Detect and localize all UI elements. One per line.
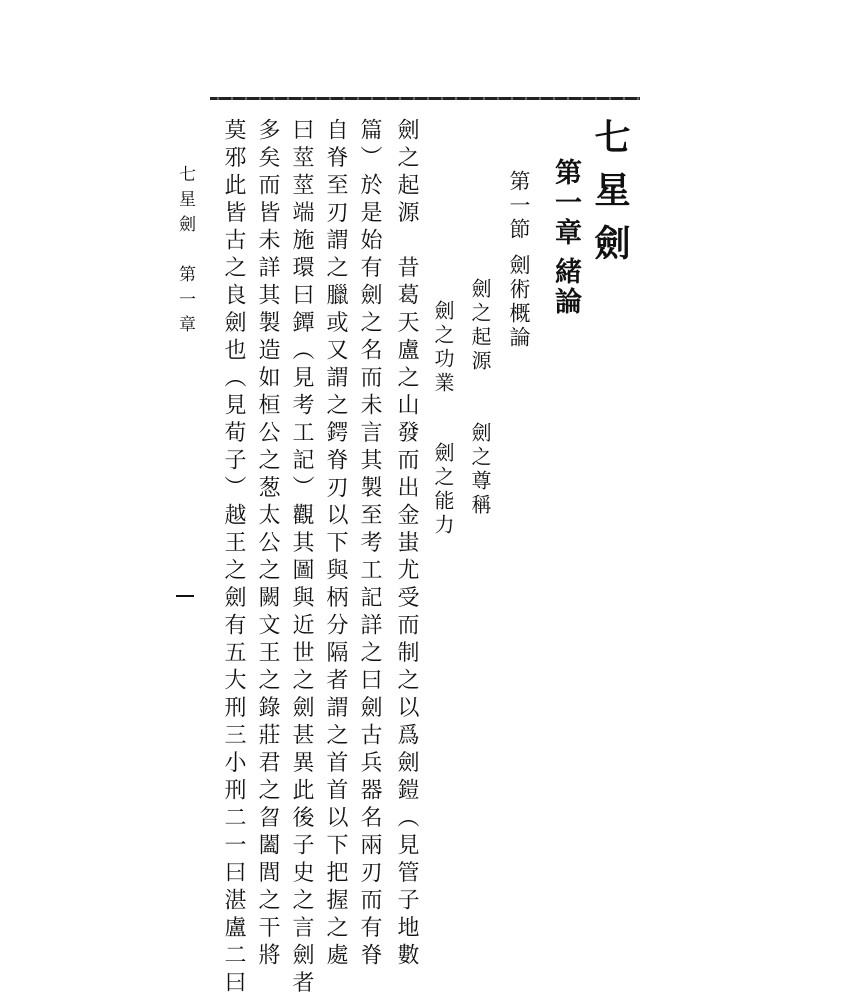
body-column: 篇）於是始有劍之名而未言其製至考工記詳之曰劍古兵器名兩刃而有脊 xyxy=(357,118,382,971)
running-head: 七星劍 第一章 xyxy=(175,165,195,340)
section-title: 劍術概論 xyxy=(507,254,531,350)
topic-ability: 劍之能力 xyxy=(431,442,455,538)
body-column: 曰莖莖端施環曰鐔（見考工記）觀其圖與近世之劍甚異此後子史之言劍者 xyxy=(289,118,314,998)
body-column: 多矣而皆未詳其製造如桓公之葱太公之闕文王之錄莊君之曶闔閭之干將 xyxy=(255,118,280,971)
chapter-number: 第一章 xyxy=(550,158,581,248)
body-column: 自脊至刃謂之臘或又謂之鍔脊刃以下與柄分隔者謂之首首以下把握之處 xyxy=(323,118,348,971)
book-title: 七星劍 xyxy=(589,118,631,277)
body-column: 劍之起源 昔葛天盧之山發而出金蚩尤受而制之以爲劍鎧（見管子地數 xyxy=(394,118,419,971)
body-column: 莫邪此皆古之良劍也（見荀子）越王之劍有五大刑三小刑二一曰湛盧二曰 xyxy=(221,118,246,998)
page-number xyxy=(176,595,194,597)
chapter-title: 緒論 xyxy=(550,257,581,317)
topic-honorific: 劍之尊稱 xyxy=(468,422,492,518)
section-number: 第一節 xyxy=(507,170,531,242)
topic-deeds: 劍之功業 xyxy=(431,300,455,396)
topic-origin: 劍之起源 xyxy=(468,278,492,374)
top-rule xyxy=(210,97,640,100)
